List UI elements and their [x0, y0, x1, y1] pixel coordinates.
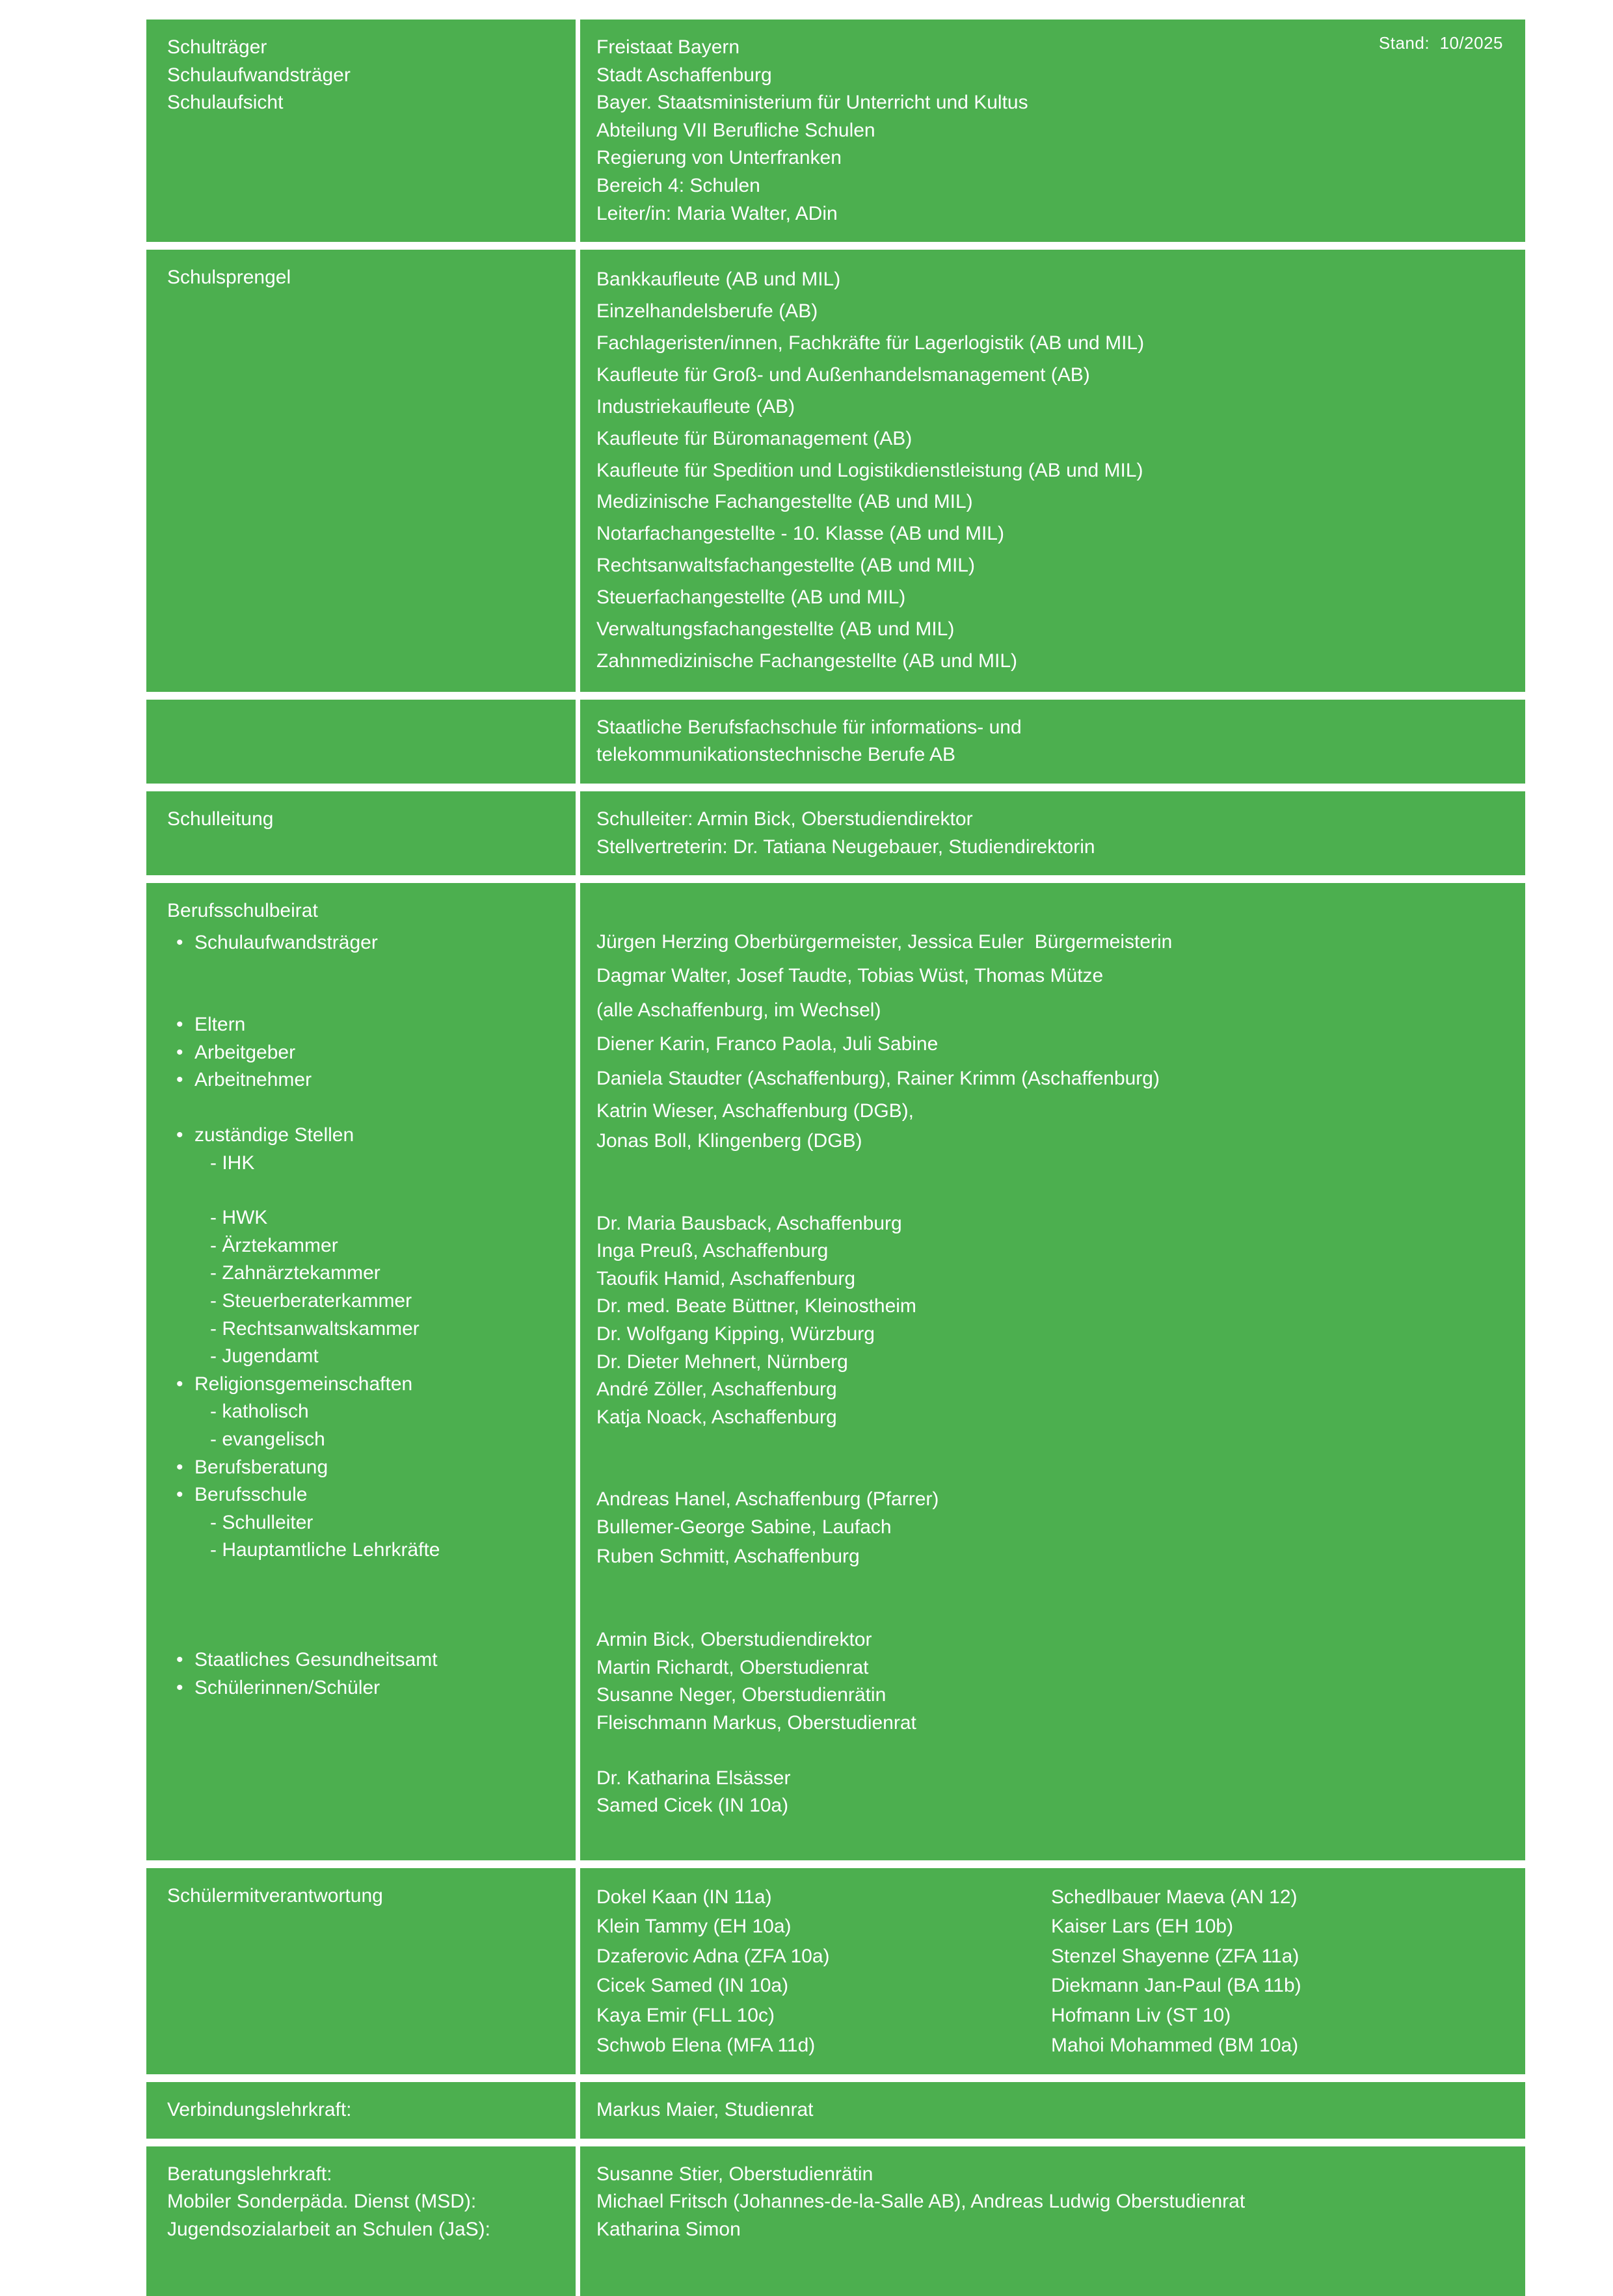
beirat-value-lehrkraft-1: Martin Richardt, Oberstudienrat [596, 1656, 869, 1678]
beirat-spacer [167, 1177, 560, 1204]
value-traeger-3: Abteilung VII Berufliche Schulen [596, 119, 875, 141]
row-berufsfachschule-labels [146, 700, 576, 784]
beruf-10: Steuerfachangestellte (AB und MIL) [596, 587, 906, 609]
beirat-value-spacer [596, 1458, 1506, 1486]
row-beratung-labels [146, 2146, 576, 2296]
beirat-spacer [167, 957, 560, 984]
value-traeger-6: Leiter/in: Maria Walter, ADin [596, 202, 838, 224]
schulleiter: Schulleiter: Armin Bick, Oberstudiendirektor [596, 808, 973, 830]
beirat-value-4: Diener Karin, Franco Paola, Juli Sabine [596, 1033, 939, 1055]
value-traeger-1: Stadt Aschaffenburg [596, 64, 772, 86]
row-traeger [146, 20, 1525, 242]
beirat-value-steuerberaterkammer: Dr. Dieter Mehnert, Nürnberg [596, 1351, 848, 1373]
smv-member: Stenzel Shayenne (ZFA 11a) [1051, 1945, 1300, 1967]
organization-table [146, 20, 1525, 2296]
row-schulleitung [146, 791, 1525, 875]
beirat-value-evangelisch: Bullemer-George Sabine, Laufach [596, 1516, 892, 1538]
beirat-value-spacer [596, 1737, 1506, 1765]
beirat-sub-zahnaerztekammer: - Zahnärztekammer [210, 1262, 380, 1284]
smv-member: Cicek Samed (IN 10a) [596, 1975, 789, 1997]
beirat-sub-schulleiter: - Schulleiter [210, 1511, 313, 1533]
beirat-group-arbeitgeber: • Arbeitgeber [167, 1039, 560, 1067]
beirat-value-katholisch: Andreas Hanel, Aschaffenburg (Pfarrer) [596, 1488, 939, 1511]
beirat-value-berufsberatung: Ruben Schmitt, Aschaffenburg [596, 1545, 860, 1567]
smv-member: Diekmann Jan-Paul (BA 11b) [1051, 1975, 1301, 1997]
beirat-spacer [167, 1619, 560, 1646]
beirat-spacer [167, 1592, 560, 1619]
stand-date: Stand: 10/2025 [1378, 33, 1503, 53]
value-traeger-5: Bereich 4: Schulen [596, 174, 760, 196]
smv-member: Schwob Elena (MFA 11d) [596, 2034, 816, 2056]
beirat-group-berufsschule: • Berufsschule [167, 1481, 560, 1509]
label-schultraeger: Schulträger [167, 36, 267, 58]
beirat-sub-steuerberaterkammer: - Steuerberaterkammer [210, 1290, 412, 1312]
row-schulsprengel-labels [146, 250, 576, 692]
beratungslehrkraft-name: Susanne Stier, Oberstudienrätin [596, 2163, 873, 2185]
smv-column-2 [1051, 1882, 1506, 2061]
smv-member: Schedlbauer Maeva (AN 12) [1051, 1886, 1298, 1908]
value-traeger-4: Regierung von Unterfranken [596, 147, 842, 169]
beruf-5: Kaufleute für Büromanagement (AB) [596, 427, 913, 449]
smv-column-1 [596, 1882, 1051, 2061]
beirat-sub-rechtsanwaltskammer: - Rechtsanwaltskammer [210, 1317, 420, 1339]
beirat-member-groups [167, 929, 560, 1702]
smv-member: Dokel Kaan (IN 11a) [596, 1886, 772, 1908]
beirat-value-hwk: Taoufik Hamid, Aschaffenburg [596, 1267, 856, 1289]
row-smv-values [576, 1868, 1525, 2075]
beirat-sub-jugendamt: - Jugendamt [210, 1345, 319, 1367]
msd-name: Michael Fritsch (Johannes-de-la-Salle AB), Andreas Ludwig Oberstudienrat [596, 2191, 1246, 2213]
label-schulleitung: Schulleitung [167, 808, 274, 830]
row-beratung-values [576, 2146, 1525, 2296]
label-msd: Mobiler Sonderpäda. Dienst (MSD): [167, 2191, 477, 2213]
beirat-group-schuelerinnen-schueler: • Schülerinnen/Schüler [167, 1674, 560, 1702]
beirat-value-1: Jürgen Herzing Oberbürgermeister, Jessica Euler Bürgermeisterin [596, 930, 1173, 953]
beirat-sub-katholisch: - katholisch [210, 1401, 309, 1423]
beirat-value-gesundheitsamt: Dr. Katharina Elsässer [596, 1767, 791, 1789]
beruf-12: Zahnmedizinische Fachangestellte (AB und MIL) [596, 650, 1017, 672]
beirat-value-schuelervertretung: Samed Cicek (IN 10a) [596, 1795, 789, 1817]
row-berufsschulbeirat [146, 883, 1525, 1860]
row-beratungslehrkraft [146, 2146, 1525, 2296]
beirat-spacer [167, 1564, 560, 1592]
row-schulsprengel [146, 250, 1525, 692]
beirat-value-zahnaerztekammer: Dr. Wolfgang Kipping, Würzburg [596, 1323, 875, 1345]
beirat-value-6: Katrin Wieser, Aschaffenburg (DGB), [596, 1100, 914, 1122]
beirat-spacer [167, 984, 560, 1011]
label-jas: Jugendsozialarbeit an Schulen (JaS): [167, 2219, 490, 2241]
beirat-group-gesundheitsamt: • Staatliches Gesundheitsamt [167, 1646, 560, 1674]
row-verbindungslehrkraft [146, 2082, 1525, 2139]
bfs-line-1: telekommunikationstechnische Berufe AB [596, 744, 955, 766]
smv-columns [596, 1882, 1506, 2061]
beirat-sub-evangelisch: - evangelisch [210, 1429, 325, 1451]
label-schulaufsicht: Schulaufsicht [167, 92, 284, 114]
label-schuelermitverantwortung: Schülermitverantwortung [167, 1884, 383, 1907]
smv-member: Klein Tammy (EH 10a) [596, 1916, 792, 1938]
row-schuelermitverantwortung [146, 1868, 1525, 2075]
beirat-group-schulaufwandstraeger: • Schulaufwandsträger [167, 929, 560, 957]
label-berufsfachschule [167, 714, 560, 742]
beirat-group-arbeitnehmer: • Arbeitnehmer [167, 1066, 560, 1094]
beirat-value-2: Dagmar Walter, Josef Taudte, Tobias Wüst, Thomas Mütze [596, 965, 1104, 987]
jas-name: Katharina Simon [596, 2219, 741, 2241]
beirat-sub-aerztekammer: - Ärztekammer [210, 1234, 338, 1256]
beirat-value-3: (alle Aschaffenburg, im Wechsel) [596, 999, 881, 1021]
beirat-value-5: Daniela Staudter (Aschaffenburg), Rainer Krimm (Aschaffenburg) [596, 1067, 1160, 1089]
beirat-value-spacer [596, 1155, 1506, 1183]
beirat-value-spacer [596, 1183, 1506, 1210]
beirat-group-eltern: • Eltern [167, 1011, 560, 1039]
label-beratungslehrkraft: Beratungslehrkraft: [167, 2163, 332, 2185]
row-berufsschulbeirat-labels [146, 883, 576, 1834]
beirat-value-lehrkraft-2: Susanne Neger, Oberstudienrätin [596, 1684, 886, 1706]
row-schulleitung-values [576, 791, 1525, 875]
stellvertreterin: Stellvertreterin: Dr. Tatiana Neugebauer, Studiendirektorin [596, 836, 1095, 858]
row-schulleitung-labels [146, 791, 576, 875]
beruf-11: Verwaltungsfachangestellte (AB und MIL) [596, 618, 955, 640]
beirat-value-spacer [596, 1599, 1506, 1626]
smv-member: Dzaferovic Adna (ZFA 10a) [596, 1945, 830, 1967]
beirat-group-religionsgemeinschaften: • Religionsgemeinschaften [167, 1371, 560, 1399]
beruf-7: Medizinische Fachangestellte (AB und MIL) [596, 491, 973, 513]
verbindungslehrkraft-name: Markus Maier, Studienrat [596, 2099, 814, 2121]
beirat-group-berufsberatung: • Berufsberatung [167, 1454, 560, 1482]
label-schulsprengel: Schulsprengel [167, 267, 291, 289]
beruf-0: Bankkaufleute (AB und MIL) [596, 269, 841, 291]
row-berufsschulbeirat-values [576, 883, 1525, 1834]
beirat-sub-hwk: - HWK [210, 1207, 268, 1229]
row-berufsfachschule [146, 700, 1525, 784]
row-berufsfachschule-values [576, 700, 1525, 784]
beirat-spacer [167, 1094, 560, 1122]
beruf-9: Rechtsanwaltsfachangestellte (AB und MIL) [596, 555, 975, 577]
label-berufsschulbeirat: Berufsschulbeirat [167, 900, 318, 922]
label-verbindungslehrkraft: Verbindungslehrkraft: [167, 2099, 352, 2121]
beirat-group-zustaendige-stellen: • zuständige Stellen [167, 1122, 560, 1150]
label-schulaufwandstraeger: Schulaufwandsträger [167, 64, 351, 86]
smv-member: Kaya Emir (FLL 10c) [596, 2005, 775, 2027]
beruf-2: Fachlageristen/innen, Fachkräfte für Lagerlogistik (AB und MIL) [596, 332, 1145, 354]
beirat-value-rechtsanwaltskammer: André Zöller, Aschaffenburg [596, 1379, 837, 1401]
value-traeger-0: Freistaat Bayern [596, 36, 740, 58]
beirat-value-7: Jonas Boll, Klingenberg (DGB) [596, 1130, 862, 1152]
beirat-value-jugendamt: Katja Noack, Aschaffenburg [596, 1406, 837, 1428]
beirat-value-schulleiter: Armin Bick, Oberstudiendirektor [596, 1629, 872, 1651]
smv-member: Mahoi Mohammed (BM 10a) [1051, 2034, 1299, 2056]
beirat-value-aerztekammer: Dr. med. Beate Büttner, Kleinostheim [596, 1295, 916, 1317]
row-verbindungslehrkraft-values [576, 2082, 1525, 2139]
beruf-6: Kaufleute für Spedition und Logistikdienstleistung (AB und MIL) [596, 459, 1143, 481]
row-smv-labels [146, 1868, 576, 2075]
beruf-8: Notarfachangestellte - 10. Klasse (AB und MIL) [596, 523, 1004, 545]
row-schulsprengel-values [576, 250, 1525, 692]
row-verbindungslehrkraft-labels [146, 2082, 576, 2139]
value-traeger-2: Bayer. Staatsministerium für Unterricht und Kultus [596, 92, 1028, 114]
beirat-value-ihk-2: Inga Preuß, Aschaffenburg [596, 1240, 829, 1262]
beirat-value-0 [596, 897, 1506, 925]
row-traeger-labels [146, 20, 576, 242]
bfs-line-0: Staatliche Berufsfachschule für informations- und [596, 716, 1022, 738]
beirat-sub-hauptamtliche-lehrkraefte: - Hauptamtliche Lehrkräfte [210, 1539, 440, 1561]
beirat-value-spacer [596, 1572, 1506, 1599]
beirat-sub-ihk: - IHK [210, 1152, 255, 1174]
beruf-3: Kaufleute für Groß- und Außenhandelsmanagement (AB) [596, 363, 1090, 386]
beirat-value-ihk-1: Dr. Maria Bausback, Aschaffenburg [596, 1212, 902, 1234]
beruf-4: Industriekaufleute (AB) [596, 395, 795, 417]
row-traeger-values [576, 20, 1525, 242]
smv-member: Kaiser Lars (EH 10b) [1051, 1916, 1234, 1938]
beirat-value-lehrkraft-3: Fleischmann Markus, Oberstudienrat [596, 1711, 916, 1734]
beirat-value-spacer [596, 1431, 1506, 1458]
beruf-1: Einzelhandelsberufe (AB) [596, 300, 818, 323]
smv-member: Hofmann Liv (ST 10) [1051, 2005, 1231, 2027]
